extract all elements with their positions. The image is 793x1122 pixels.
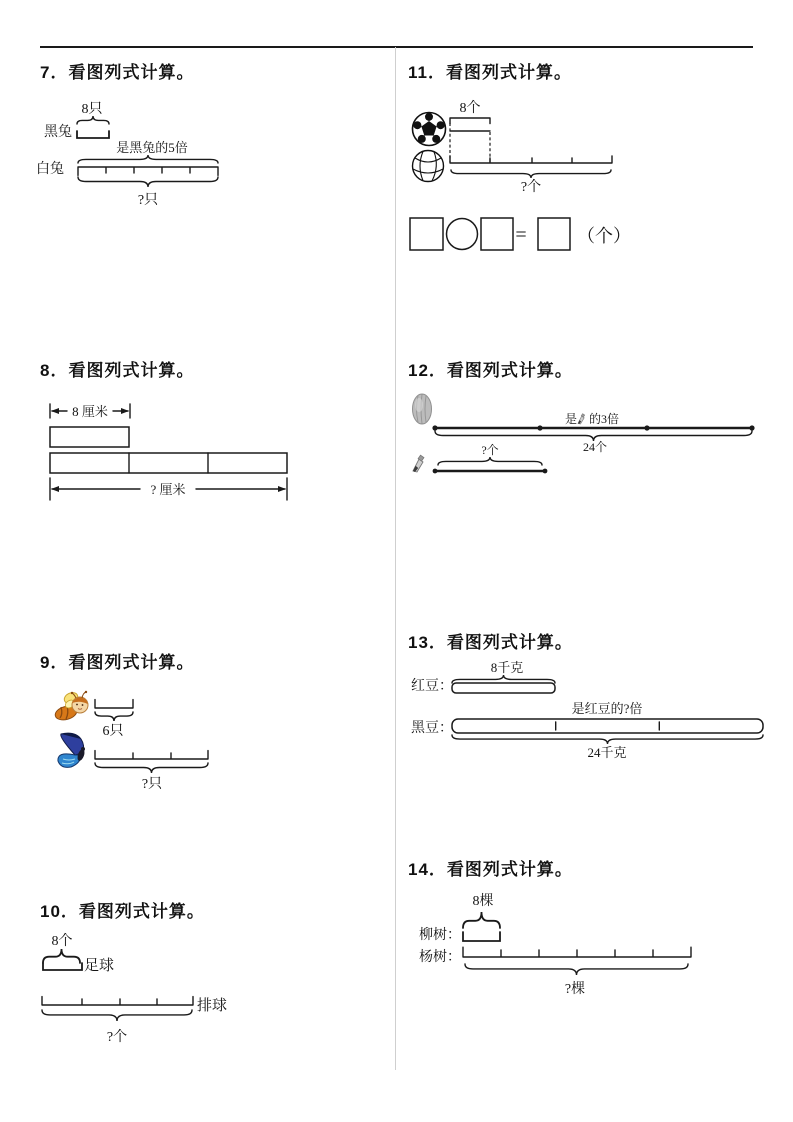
column-divider (395, 47, 396, 1070)
problem-7-diagram (30, 95, 270, 217)
willow-dome-brace (463, 912, 500, 928)
line-dot (432, 425, 437, 430)
line-dot (749, 425, 754, 430)
count-label: 8棵 (472, 894, 494, 909)
short-strip (50, 427, 129, 447)
soccer-bracket (450, 118, 490, 124)
question-label: ?只 (141, 777, 163, 792)
pen-icon (578, 414, 585, 424)
problem-title: 看图列式计算。 (78, 902, 205, 921)
white-rabbit-top-brace (78, 155, 218, 163)
times-suffix: 的3倍 (589, 412, 620, 426)
problem-11-equation (405, 210, 655, 258)
problem-12-diagram (405, 385, 780, 485)
butterfly-brace (95, 763, 208, 773)
problem-14-diagram (405, 885, 725, 1005)
small-line-brace (438, 457, 542, 465)
volleyball-brace (42, 1010, 192, 1021)
question-label: ?个 (481, 443, 499, 457)
top-rule (40, 46, 753, 48)
times-label: 是黑兔的5倍 (116, 140, 188, 155)
soccer-label: 足球 (84, 958, 115, 974)
problem-title: 看图列式计算。 (68, 63, 195, 82)
problem-number: 8． (40, 361, 69, 380)
total-label: 24个 (582, 440, 608, 454)
arrow-right (278, 486, 286, 492)
line-dot (644, 425, 649, 430)
bee-icon (54, 691, 88, 723)
top-measure-label: 8 厘米 (72, 404, 108, 419)
question-label: ?个 (106, 1030, 128, 1045)
count-label: 8个 (51, 934, 73, 949)
problem-number: 9． (40, 653, 69, 672)
black-bean-brace (452, 735, 763, 744)
gray-cocoon-icon (413, 394, 432, 424)
problem-7-heading (40, 58, 194, 83)
red-bean-label: 红豆： (411, 679, 453, 694)
soccer-bar (43, 963, 82, 970)
problem-14-heading (408, 855, 573, 880)
black-rabbit-bar (77, 131, 109, 138)
line-dot (537, 425, 542, 430)
willow-bar (463, 932, 500, 941)
problem-13-heading (408, 628, 573, 653)
volleyball-bar (42, 997, 193, 1005)
times-label: 是红豆的?倍 (571, 701, 643, 716)
problem-11-diagram (405, 95, 645, 210)
white-rabbit-bar (78, 167, 218, 175)
question-label: ?只 (137, 193, 159, 208)
pen-icon (413, 455, 424, 472)
problem-title: 看图列式计算。 (446, 361, 573, 380)
poplar-brace (465, 964, 688, 975)
total-label: 24千克 (587, 745, 627, 760)
problem-number: 10． (40, 902, 79, 921)
count-label: 8千克 (490, 660, 524, 675)
volleyball-label: 排球 (197, 998, 228, 1014)
white-rabbit-bottom-brace (78, 177, 218, 187)
line-dot (543, 469, 548, 474)
basketball-brace (451, 170, 611, 178)
question-label: ?棵 (564, 982, 586, 997)
black-bean-label: 黑豆： (411, 721, 453, 736)
basketball-bar (450, 156, 612, 163)
soccer-ball-icon (413, 113, 446, 146)
soccer-dome-brace (43, 949, 80, 963)
problem-12-heading (408, 356, 573, 381)
bottom-measure-label: ? 厘米 (150, 482, 186, 497)
problem-11-heading (408, 58, 572, 83)
problem-number: 13． (408, 633, 447, 652)
arrow-left (51, 486, 59, 492)
question-label: ?个 (520, 180, 542, 195)
answer-box-2 (481, 218, 513, 250)
problem-13-diagram (405, 655, 780, 765)
basketball-icon (413, 151, 444, 182)
red-bean-brace (452, 675, 555, 683)
problem-title: 看图列式计算。 (446, 860, 573, 879)
arrow-left (51, 408, 59, 414)
operator-circle (447, 219, 478, 250)
count-label: 6只 (102, 724, 124, 739)
poplar-label: 杨树： (419, 950, 461, 965)
black-bean-bar (452, 719, 763, 733)
answer-box-1 (410, 218, 443, 250)
red-bean-bar (452, 683, 555, 693)
willow-label: 柳树： (419, 928, 461, 943)
count-label: 8只 (81, 102, 103, 117)
white-rabbit-label: 白兔 (36, 162, 64, 177)
problem-10-heading (40, 897, 205, 922)
problem-number: 14． (408, 860, 447, 879)
line-dot (433, 469, 438, 474)
black-rabbit-label: 黑兔 (44, 125, 72, 140)
times-prefix: 是 (564, 412, 577, 426)
problem-number: 11． (408, 63, 446, 82)
problem-number: 12． (408, 361, 447, 380)
problem-8-heading (40, 356, 194, 381)
long-strip (50, 453, 287, 473)
problem-title: 看图列式计算。 (68, 653, 195, 672)
problem-8-diagram (40, 400, 310, 505)
problem-title: 看图列式计算。 (68, 361, 195, 380)
problem-title: 看图列式计算。 (445, 63, 572, 82)
problem-10-diagram (40, 930, 275, 1048)
problem-number: 7． (40, 63, 69, 82)
problem-9-diagram (40, 675, 270, 800)
problem-title: 看图列式计算。 (446, 633, 573, 652)
answer-box-3 (538, 218, 570, 250)
bee-brace (95, 712, 133, 721)
count-label: 8个 (459, 101, 481, 116)
bee-bar (95, 700, 133, 708)
arrow-right (121, 408, 129, 414)
poplar-bar (463, 947, 691, 957)
black-rabbit-brace (77, 116, 109, 124)
problem-9-heading (40, 648, 194, 673)
equals-sign: = (515, 224, 527, 246)
unit-label: （个） (577, 226, 631, 246)
butterfly-bar (95, 751, 208, 759)
butterfly-icon (58, 733, 86, 767)
